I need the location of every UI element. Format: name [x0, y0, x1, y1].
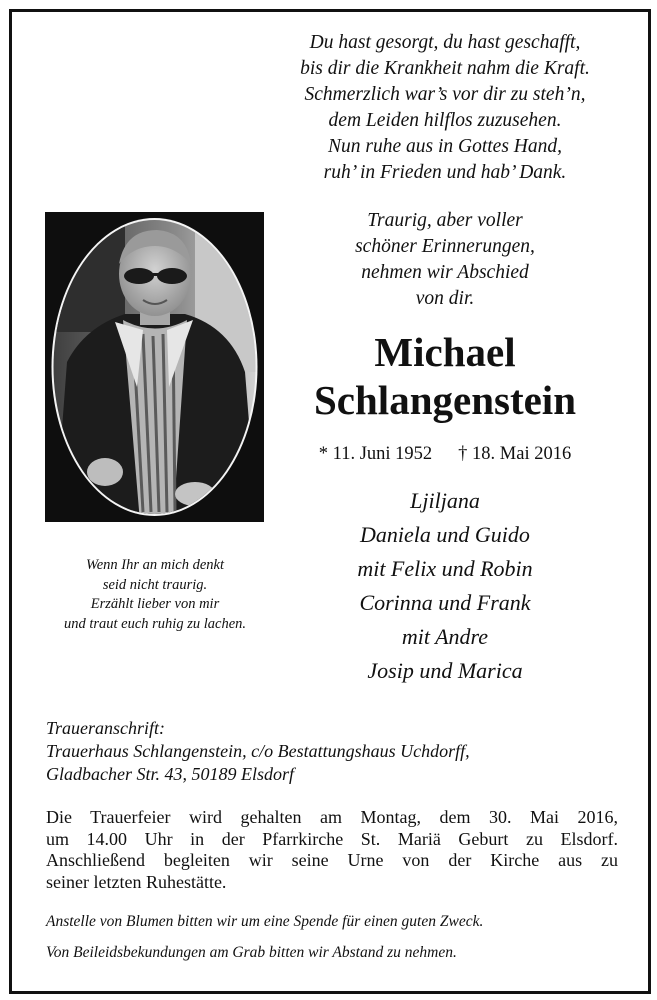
- address-line: Trauerhaus Schlangenstein, c/o Bestattungshaus Uchdorff,: [46, 741, 470, 761]
- family-line: mit Andre: [401, 624, 489, 649]
- last-name: Schlangenstein: [314, 377, 576, 423]
- service-line: um 14.00 Uhr in der Pfarrkirche St. Mariä Geburt zu Elsdorf.: [46, 828, 618, 849]
- first-name: Michael: [374, 329, 516, 375]
- mourning-line: Traurig, aber voller: [367, 210, 523, 231]
- death-date: † 18. Mai 2016: [458, 444, 572, 464]
- poem-line: bis dir die Krankheit nahm die Kraft.: [300, 58, 590, 79]
- poem-line: Du hast gesorgt, du hast geschafft,: [309, 32, 581, 53]
- family-list: [265, 484, 625, 688]
- family-line: Ljiljana: [410, 488, 480, 513]
- family-line: Daniela und Guido: [360, 522, 530, 547]
- family-line: mit Felix und Robin: [357, 556, 533, 581]
- portrait-photo: [45, 212, 264, 522]
- poem-line: Nun ruhe aus in Gottes Hand,: [328, 136, 562, 157]
- address-line: Gladbacher Str. 43, 50189 Elsdorf: [46, 764, 295, 784]
- poem-line: Schmerzlich war’s vor dir zu steh’n,: [304, 84, 586, 105]
- donation-note: Anstelle von Blumen bitten wir um eine Spende für einen guten Zweck.: [46, 913, 484, 930]
- mourning-address: [46, 717, 626, 786]
- birth-date: * 11. Juni 1952: [318, 444, 433, 464]
- poem-line: ruh’ in Frieden und hab’ Dank.: [323, 162, 567, 183]
- quote-line: Wenn Ihr an mich denkt: [86, 557, 224, 573]
- life-dates: [265, 442, 625, 466]
- address-label: Traueranschrift:: [46, 718, 166, 738]
- poem-line: dem Leiden hilflos zuzusehen.: [328, 110, 562, 131]
- condolence-note: Von Beileidsbekundungen am Grab bitten wir Abstand zu nehmen.: [46, 944, 457, 961]
- quote-line: seid nicht traurig.: [102, 576, 208, 593]
- quote: [30, 556, 280, 634]
- mourning-line: von dir.: [415, 288, 475, 309]
- deceased-name: [265, 328, 625, 424]
- service-line: Die Trauerfeier wird gehalten am Montag, dem 30. Mai 2016,: [46, 807, 618, 827]
- family-line: Josip und Marica: [367, 658, 523, 683]
- mourning-text: [265, 208, 625, 312]
- quote-line: und traut euch ruhig zu lachen.: [63, 615, 247, 632]
- mourning-line: schöner Erinnerungen,: [355, 236, 535, 257]
- family-line: Corinna und Frank: [359, 590, 531, 615]
- service-line: seiner letzten Ruhestätte.: [46, 871, 227, 892]
- quote-line: Erzählt lieber von mir: [90, 596, 220, 612]
- service-info: [46, 807, 618, 893]
- service-line: Anschließend begleiten wir seine Urne von der Kirche aus zu: [46, 850, 618, 870]
- poem: [265, 30, 625, 186]
- mourning-line: nehmen wir Abschied: [361, 262, 529, 283]
